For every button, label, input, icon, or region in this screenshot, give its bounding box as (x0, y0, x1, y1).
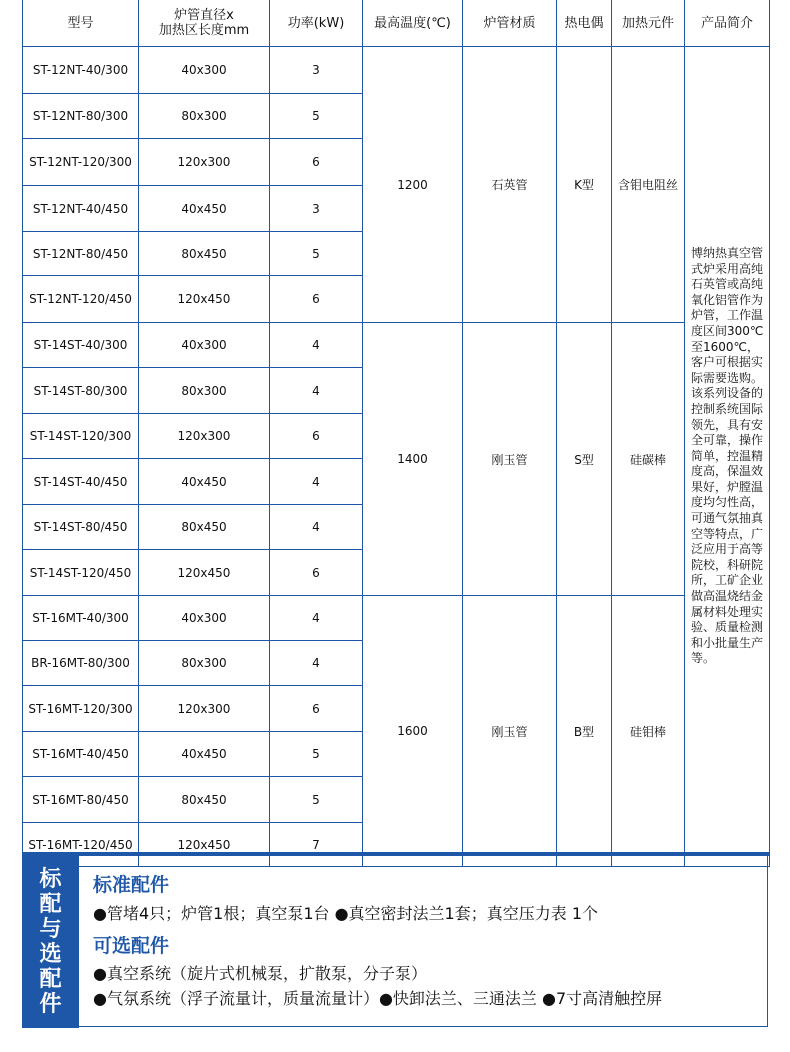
cell-size: 120x450 (139, 550, 270, 596)
cell-power: 3 (270, 47, 363, 94)
cell-power: 6 (270, 276, 363, 323)
cell-size: 80x300 (139, 368, 270, 414)
cell-model: ST-14ST-40/450 (23, 459, 139, 505)
cell-power: 4 (270, 596, 363, 641)
cell-size: 80x450 (139, 505, 270, 550)
standard-accessories-title: 标准配件 (93, 874, 170, 896)
cell-thermocouple: S型 (557, 323, 612, 596)
cell-size: 40x300 (139, 323, 270, 368)
cell-model: ST-12NT-40/450 (23, 186, 139, 232)
side-label-char: 选 (39, 942, 62, 967)
side-label-char: 与 (39, 917, 62, 942)
cell-power: 6 (270, 686, 363, 732)
cell-power: 4 (270, 323, 363, 368)
cell-model: ST-12NT-80/300 (23, 94, 139, 139)
cell-size: 40x300 (139, 47, 270, 94)
cell-model: ST-16MT-120/450 (23, 823, 139, 867)
spec-table-body (23, 47, 770, 867)
cell-model: ST-14ST-120/450 (23, 550, 139, 596)
cell-size: 40x300 (139, 596, 270, 641)
cell-thermocouple: B型 (557, 596, 612, 867)
cell-power: 6 (270, 139, 363, 186)
cell-size: 80x450 (139, 232, 270, 276)
cell-heating-element: 含钼电阻丝 (612, 47, 685, 323)
cell-size: 80x300 (139, 641, 270, 686)
cell-size: 40x450 (139, 459, 270, 505)
cell-power: 5 (270, 732, 363, 777)
cell-power: 4 (270, 459, 363, 505)
side-label-char: 标 (39, 867, 62, 892)
cell-power: 4 (270, 505, 363, 550)
cell-power: 5 (270, 777, 363, 823)
cell-model: ST-16MT-120/300 (23, 686, 139, 732)
cell-intro: 博纳热真空管式炉采用高纯石英管或高纯氧化铝管作为炉管，工作温度区间300℃至1600℃，客户可根据实际需要选购。该系列设备的控制系统国际领先，具有安全可靠，操作简单，控温精度高，保温效果好，炉膛温度均匀性高，可通气氛抽真空等特点，广泛应用于高等院校，科研院所，工矿企业做高温烧结金属材料处理实验、质量检测和小批量生产等。 (685, 47, 770, 867)
header-power: 功率(kW) (270, 0, 363, 47)
cell-max-temp: 1400 (363, 323, 463, 596)
accessories-section (22, 856, 769, 1028)
table-row (23, 47, 770, 94)
optional-accessories-title: 可选配件 (93, 935, 170, 957)
cell-size: 120x450 (139, 823, 270, 867)
header-max-temp: 最高温度(℃) (363, 0, 463, 47)
cell-tube-material: 石英管 (463, 47, 557, 323)
header-heating-element: 加热元件 (612, 0, 685, 47)
cell-tube-material: 刚玉管 (463, 596, 557, 867)
cell-thermocouple: K型 (557, 47, 612, 323)
cell-tube-material: 刚玉管 (463, 323, 557, 596)
header-row (23, 0, 770, 47)
header-intro: 产品简介 (685, 0, 770, 47)
cell-power: 6 (270, 550, 363, 596)
cell-size: 80x300 (139, 94, 270, 139)
standard-accessories-items: ●管堵4只；炉管1根；真空泵1台 ●真空密封法兰1套；真空压力表 1个 (93, 904, 598, 923)
cell-power: 7 (270, 823, 363, 867)
cell-model: ST-14ST-40/300 (23, 323, 139, 368)
cell-heating-element: 硅钼棒 (612, 596, 685, 867)
accessories-side-label (22, 856, 79, 1028)
cell-model: ST-14ST-80/450 (23, 505, 139, 550)
cell-model: ST-12NT-120/450 (23, 276, 139, 323)
cell-size: 120x450 (139, 276, 270, 323)
cell-max-temp: 1200 (363, 47, 463, 323)
cell-size: 120x300 (139, 139, 270, 186)
cell-max-temp: 1600 (363, 596, 463, 867)
optional-accessories-line1: ●真空系统（旋片式机械泵，扩散泵，分子泵） (93, 964, 427, 983)
cell-power: 4 (270, 368, 363, 414)
cell-power: 4 (270, 641, 363, 686)
cell-power: 6 (270, 414, 363, 459)
cell-heating-element: 硅碳棒 (612, 323, 685, 596)
table-row (23, 596, 770, 641)
cell-size: 40x450 (139, 186, 270, 232)
cell-model: ST-12NT-80/450 (23, 232, 139, 276)
header-size (139, 0, 270, 47)
side-label-char: 件 (39, 992, 62, 1017)
cell-model: ST-12NT-120/300 (23, 139, 139, 186)
spec-table (22, 0, 770, 867)
cell-model: ST-12NT-40/300 (23, 47, 139, 94)
optional-accessories-line2: ●气氛系统（浮子流量计，质量流量计）●快卸法兰、三通法兰 ●7寸高清触控屏 (93, 989, 663, 1008)
cell-model: ST-14ST-120/300 (23, 414, 139, 459)
cell-model: ST-14ST-80/300 (23, 368, 139, 414)
cell-power: 3 (270, 186, 363, 232)
cell-size: 40x450 (139, 732, 270, 777)
header-tube-material: 炉管材质 (463, 0, 557, 47)
cell-power: 5 (270, 232, 363, 276)
side-label-char: 配 (39, 892, 62, 917)
cell-power: 5 (270, 94, 363, 139)
table-row (23, 323, 770, 368)
header-thermocouple: 热电偶 (557, 0, 612, 47)
cell-model: ST-16MT-40/300 (23, 596, 139, 641)
cell-model: BR-16MT-80/300 (23, 641, 139, 686)
side-label-char: 配 (39, 967, 62, 992)
accessories-content (79, 856, 768, 1027)
header-size-line1: 炉管直径x (174, 8, 234, 23)
cell-size: 120x300 (139, 686, 270, 732)
cell-model: ST-16MT-40/450 (23, 732, 139, 777)
cell-model: ST-16MT-80/450 (23, 777, 139, 823)
header-size-line2: 加热区长度mm (158, 23, 250, 38)
cell-size: 80x450 (139, 777, 270, 823)
cell-size: 120x300 (139, 414, 270, 459)
header-model: 型号 (23, 0, 139, 47)
